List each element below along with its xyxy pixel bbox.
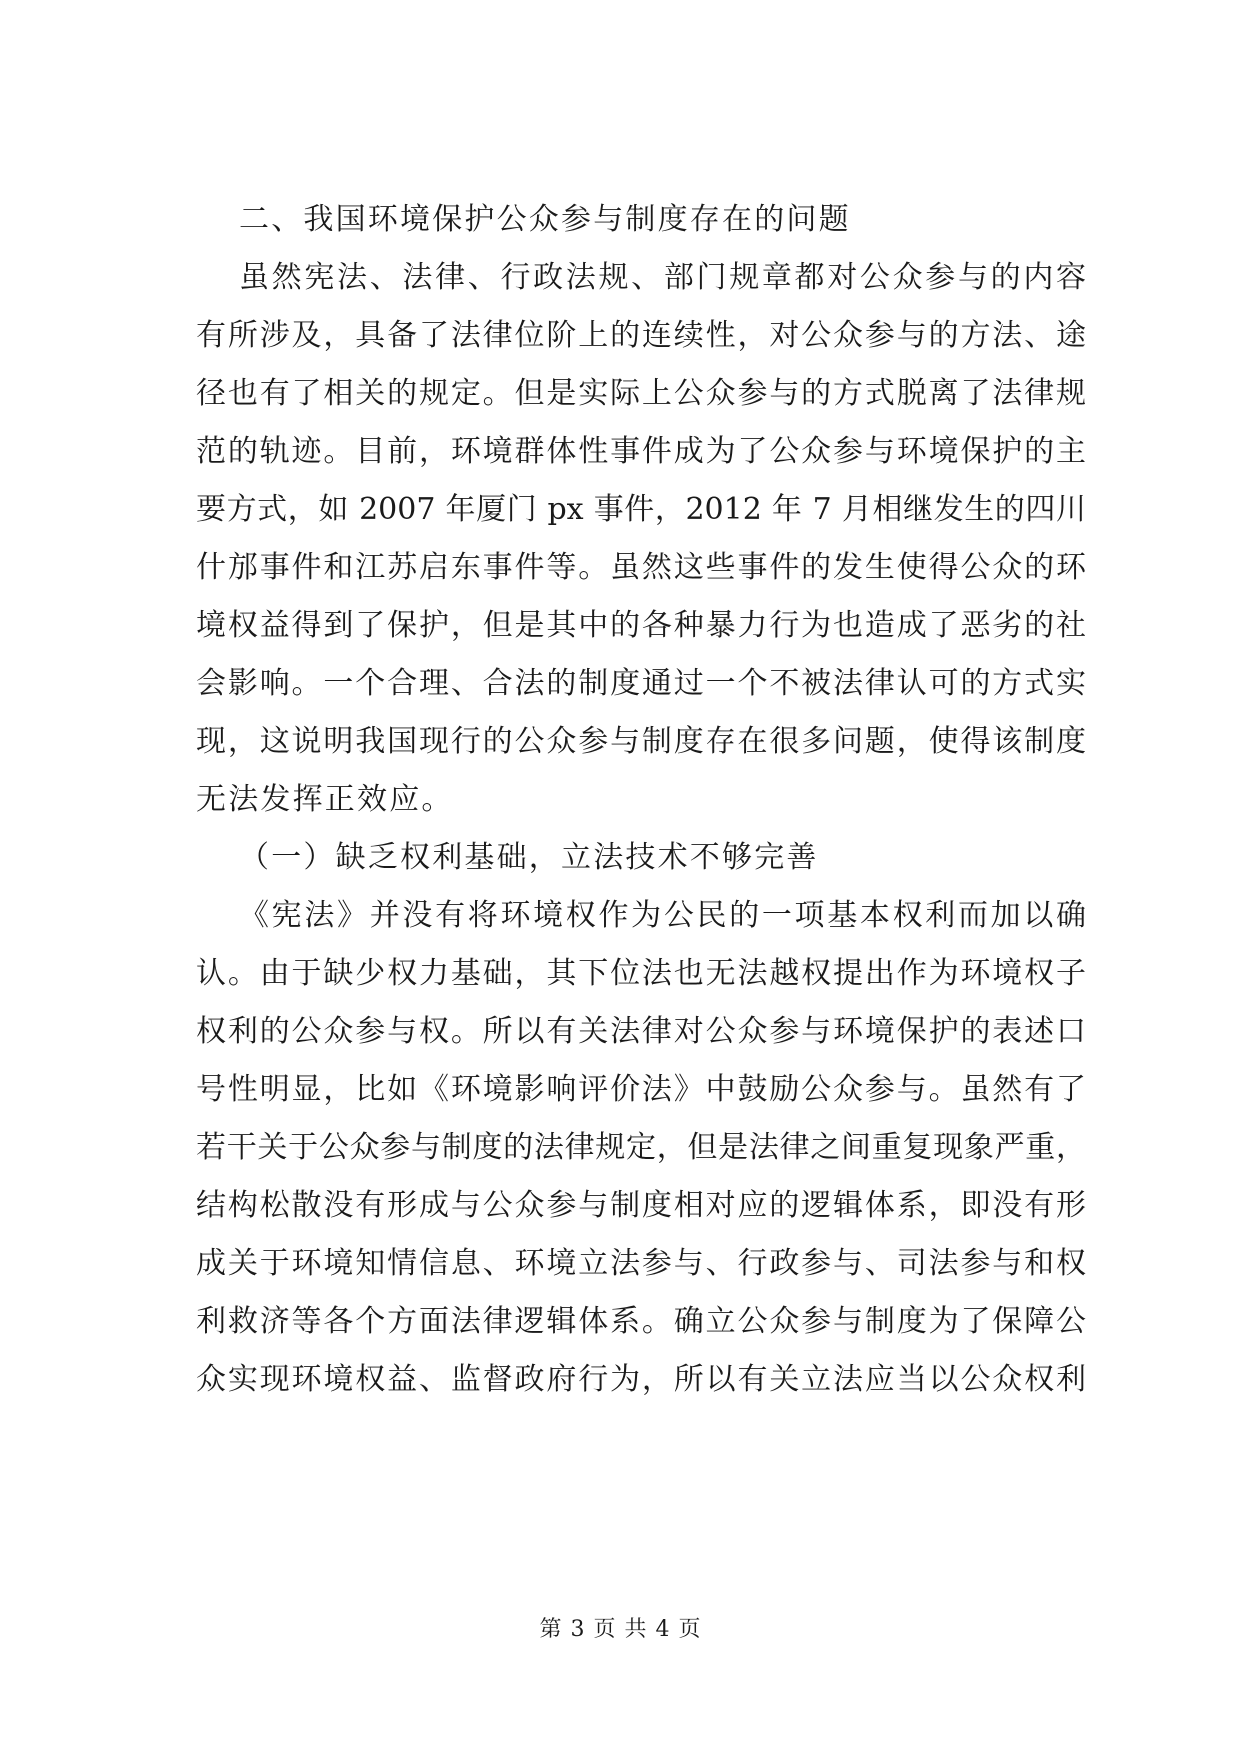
paragraph-line: 认。由于缺少权力基础，其下位法也无法越权提出作为环境权子 — [196, 956, 1086, 991]
paragraph-line: 《宪法》并没有将环境权作为公民的一项基本权利而加以确 — [239, 898, 1086, 933]
paragraph-line: 虽然宪法、法律、行政法规、部门规章都对公众参与的内容 — [239, 260, 1086, 295]
paragraph-line: 号性明显，比如《环境影响评价法》中鼓励公众参与。虽然有了 — [196, 1072, 1086, 1107]
paragraph-line: 结构松散没有形成与公众参与制度相对应的逻辑体系，即没有形 — [196, 1188, 1086, 1223]
paragraph-line: 境权益得到了保护，但是其中的各种暴力行为也造成了恶劣的社 — [196, 608, 1086, 643]
paragraph-line: 权利的公众参与权。所以有关法律对公众参与环境保护的表述口 — [196, 1014, 1086, 1049]
section-heading: 二、我国环境保护公众参与制度存在的问题 — [239, 202, 851, 237]
subsection-heading: （一）缺乏权利基础，立法技术不够完善 — [239, 840, 819, 875]
paragraph-line: 范的轨迹。目前，环境群体性事件成为了公众参与环境保护的主 — [196, 434, 1086, 469]
paragraph-line: 若干关于公众参与制度的法律规定，但是法律之间重复现象严重， — [196, 1130, 1086, 1165]
paragraph-line: 众实现环境权益、监督政府行为，所以有关立法应当以公众权利 — [196, 1362, 1086, 1397]
paragraph-line: 利救济等各个方面法律逻辑体系。确立公众参与制度为了保障公 — [196, 1304, 1086, 1339]
page-number-footer: 第 3 页 共 4 页 — [539, 1617, 702, 1642]
paragraph-line: 有所涉及，具备了法律位阶上的连续性，对公众参与的方法、途 — [196, 318, 1086, 353]
paragraph-line: 无法发挥正效应。 — [196, 782, 454, 817]
paragraph-line: 径也有了相关的规定。但是实际上公众参与的方式脱离了法律规 — [196, 376, 1086, 411]
paragraph-line: 成关于环境知情信息、环境立法参与、行政参与、司法参与和权 — [196, 1246, 1086, 1281]
paragraph-line: 什邡事件和江苏启东事件等。虽然这些事件的发生使得公众的环 — [196, 550, 1086, 585]
paragraph-line: 现，这说明我国现行的公众参与制度存在很多问题，使得该制度 — [196, 724, 1086, 759]
paragraph-line: 要方式，如 2007 年厦门 px 事件，2012 年 7 月相继发生的四川 — [196, 492, 1086, 527]
paragraph-line: 会影响。一个合理、合法的制度通过一个不被法律认可的方式实 — [196, 666, 1086, 701]
